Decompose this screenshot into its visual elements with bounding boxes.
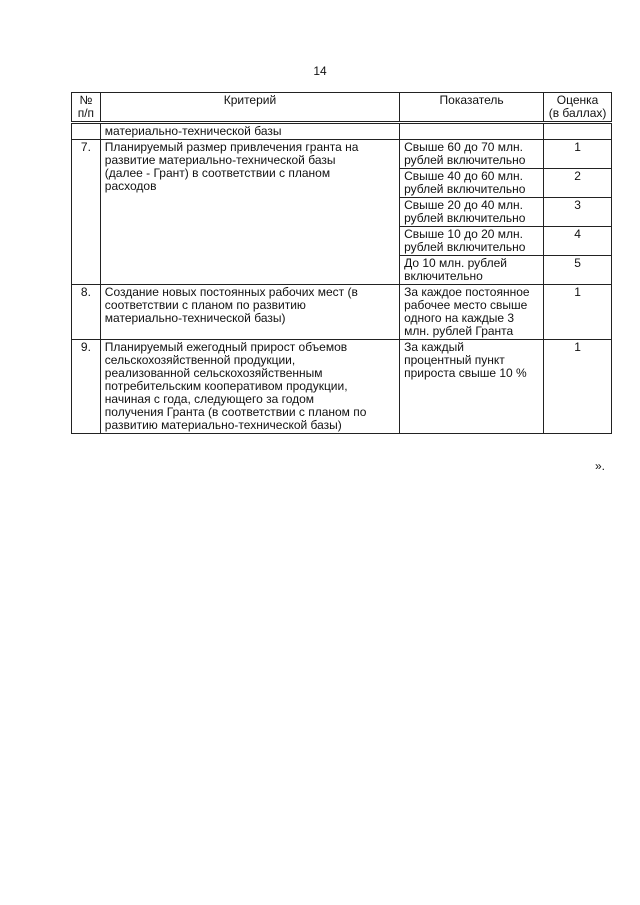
row-7-score-2: 2: [544, 169, 612, 198]
row-8-num: 8.: [72, 285, 101, 340]
row-7-score-3: 3: [544, 198, 612, 227]
row-7-indicator-5: До 10 млн. рублей включительно: [400, 256, 544, 285]
page-number: 14: [313, 64, 327, 78]
row-8-score: 1: [544, 285, 612, 340]
row-7-num: 7.: [72, 140, 101, 285]
row-7-indicator-1: Свыше 60 до 70 млн. рублей включительно: [400, 140, 544, 169]
row-7-indicator-2: Свыше 40 до 60 млн. рублей включительно: [400, 169, 544, 198]
row-8-criterion: Создание новых постоянных рабочих мест (в соответствии с планом по развитию материально-технической базы): [100, 285, 399, 340]
table-row-9: [72, 340, 612, 434]
row-8-indicator: За каждое постоянное рабочее место свыше одного на каждые 3 млн. рублей Гранта: [400, 285, 544, 340]
closing-quote: ».: [595, 459, 606, 473]
row-9-num: 9.: [72, 340, 101, 434]
row-7-indicator-3: Свыше 20 до 40 млн. рублей включительно: [400, 198, 544, 227]
header-score: Оценка (в баллах): [544, 93, 612, 123]
row-7-score-1: 1: [544, 140, 612, 169]
header-num: № п/п: [72, 93, 101, 123]
header-criterion: Критерий: [100, 93, 399, 123]
row-7-score-5: 5: [544, 256, 612, 285]
table-row-7: [72, 140, 612, 169]
row-7-criterion: Планируемый размер привлечения гранта на развитие материально-технической базы (далее - Грант) в соответствии с планом расходов: [100, 140, 399, 285]
table-header-row: [72, 93, 612, 123]
row-9-score: 1: [544, 340, 612, 434]
row-7-score-4: 4: [544, 227, 612, 256]
table-row-continuation: [72, 123, 612, 140]
criteria-table: [71, 92, 612, 434]
row-7-indicator-4: Свыше 10 до 20 млн. рублей включительно: [400, 227, 544, 256]
table-row-8: [72, 285, 612, 340]
row-9-criterion: Планируемый ежегодный прирост объемов сельскохозяйственной продукции, реализованной сельскохозяйственным потребительским кооперативом продукции, начиная с года, следующего за годом получения Гранта (в соответствии с планом по развитию материально-технической базы): [100, 340, 399, 434]
header-indicator: Показатель: [400, 93, 544, 123]
row-9-indicator: За каждый процентный пункт прироста свыше 10 %: [400, 340, 544, 434]
continuation-text: материально-технической базы: [100, 123, 399, 140]
